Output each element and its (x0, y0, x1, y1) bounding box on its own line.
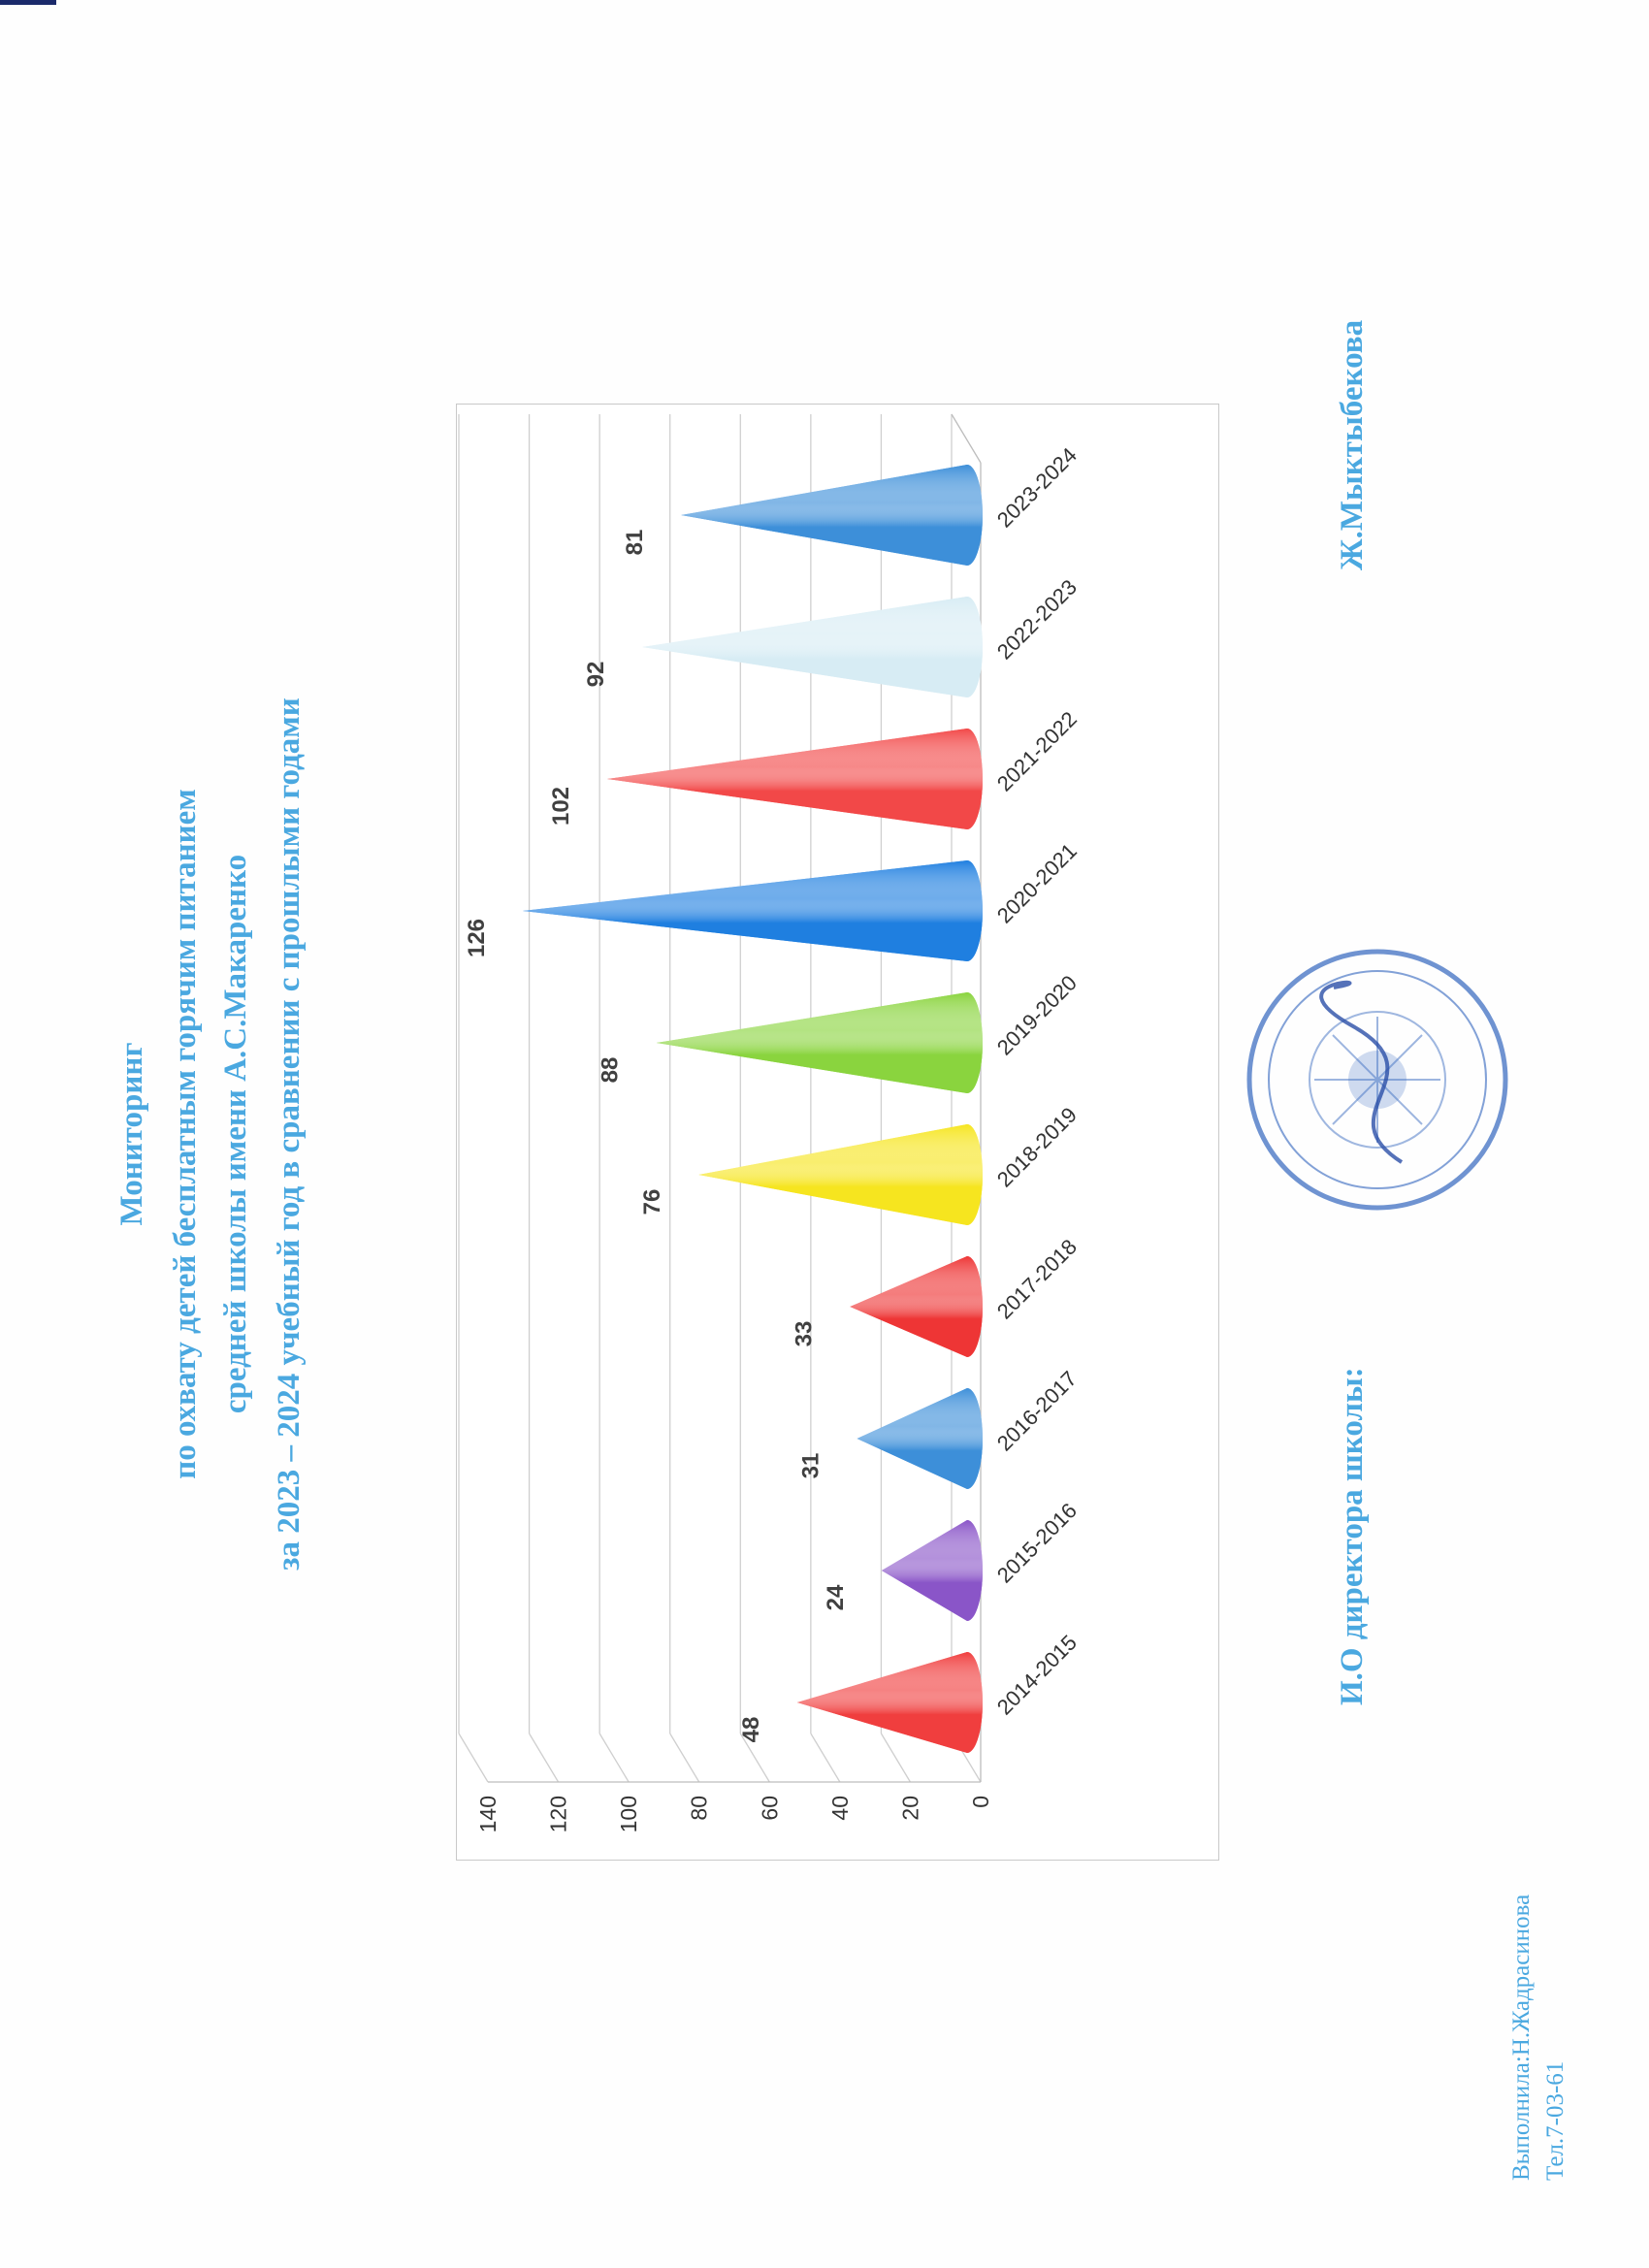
data-label: 31 (797, 1452, 824, 1479)
cone-chart (457, 405, 1218, 1860)
data-label: 92 (583, 661, 610, 688)
cone-bar (681, 465, 983, 566)
gridline-side (530, 1733, 559, 1782)
cone-bar (857, 1388, 983, 1489)
x-tick-label: 2023-2024 (991, 442, 1082, 533)
y-tick-label: 80 (686, 1796, 712, 1821)
school-stamp-seal (1237, 939, 1518, 1220)
cone-bar-shading (882, 1520, 983, 1621)
x-tick-label: 2016-2017 (991, 1366, 1082, 1456)
cone-bar-shading (642, 597, 983, 697)
cone-bar (850, 1256, 983, 1357)
cone-bar-shading (607, 729, 983, 829)
cone-bar (698, 1124, 983, 1225)
data-label: 102 (547, 786, 574, 826)
cone-bar (523, 860, 983, 961)
phone-line: Тел.7-03-61 (1542, 2060, 1568, 2181)
x-tick-label: 2018-2019 (991, 1102, 1082, 1192)
cone-bar-shading (797, 1652, 983, 1753)
data-label: 81 (622, 529, 649, 556)
x-tick-label: 2020-2021 (991, 838, 1082, 928)
x-tick-label: 2022-2023 (991, 574, 1082, 664)
x-tick-label: 2014-2015 (991, 1630, 1082, 1720)
data-label: 33 (791, 1320, 818, 1347)
cone-bar (657, 992, 983, 1093)
cone-bar-shading (681, 465, 983, 566)
cone-bar-shading (850, 1256, 983, 1357)
chart-area (456, 404, 1219, 1861)
x-tick-label: 2019-2020 (991, 970, 1082, 1060)
title-line-4: за 2023 – 2024 учебный год в сравнении с прошлыми годами (272, 697, 307, 1571)
y-tick-label: 20 (897, 1796, 923, 1821)
director-role-label: И.О директора школы: (1335, 1367, 1370, 1705)
director-name: Ж.Мыктыбекова (1335, 319, 1370, 570)
cone-bar (797, 1652, 983, 1753)
y-tick-label: 60 (757, 1796, 783, 1821)
gridline-side (670, 1733, 699, 1782)
cone-bar-shading (698, 1124, 983, 1225)
cone-bar (642, 597, 983, 697)
data-label: 24 (822, 1584, 849, 1611)
cone-bar-shading (523, 860, 983, 961)
y-tick-label: 40 (826, 1796, 853, 1821)
cone-bar-shading (857, 1388, 983, 1489)
title-line-1: Мониторинг (114, 1042, 149, 1226)
y-tick-label: 100 (616, 1796, 642, 1833)
x-tick-label: 2017-2018 (991, 1234, 1082, 1324)
x-tick-label: 2021-2022 (991, 706, 1082, 796)
title-line-2: по охвату детей бесплатным горячим питанием (168, 789, 203, 1479)
y-tick-label: 140 (475, 1796, 501, 1833)
gridline-side (811, 1733, 840, 1782)
data-label: 76 (639, 1188, 666, 1215)
data-label: 48 (737, 1716, 764, 1743)
data-label: 88 (597, 1056, 624, 1084)
title-line-3: средней школы имени А.С.Макаренко (218, 854, 253, 1414)
gridline-side (459, 1733, 488, 1782)
x-tick-label: 2015-2016 (991, 1498, 1082, 1588)
executor-line: Выполнила:Н.Жадрасинова (1508, 1894, 1535, 2181)
y-tick-label: 0 (968, 1796, 993, 1808)
gridline-side (881, 1733, 910, 1782)
data-label: 126 (463, 918, 490, 958)
y-tick-label: 120 (545, 1796, 571, 1833)
cone-bar (607, 729, 983, 829)
gridline-side (599, 1733, 629, 1782)
cone-bar-shading (657, 992, 983, 1093)
floor-right-edge (952, 414, 981, 463)
cone-bar (882, 1520, 983, 1621)
